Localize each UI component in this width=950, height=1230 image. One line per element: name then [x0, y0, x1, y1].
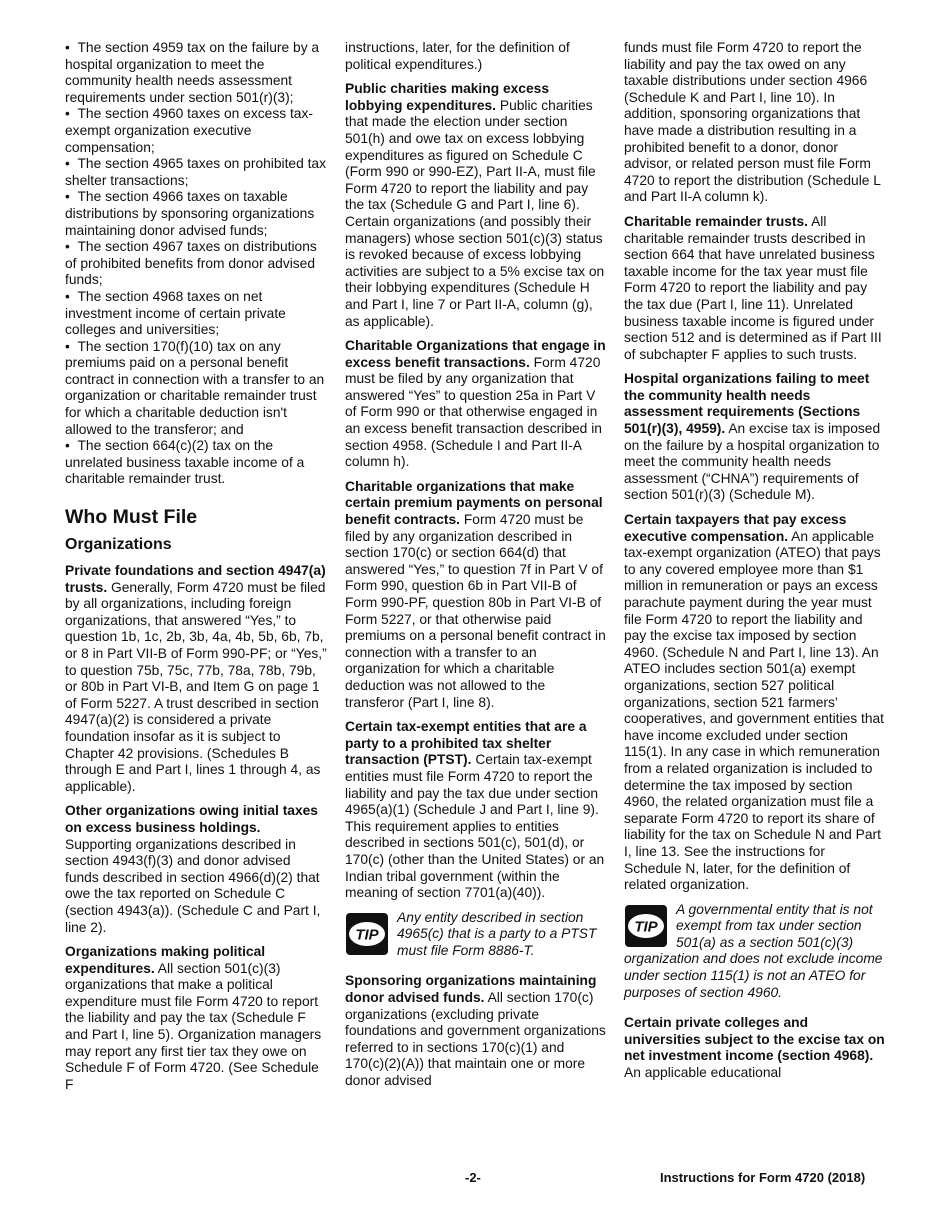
- run-in-heading: Certain private colleges and universities subject to the excise tax on net investment income (section 4968).: [624, 1015, 885, 1064]
- paragraph-donor-advised-funds: [345, 973, 607, 1089]
- section-heading-who-must-file: Who Must File: [65, 506, 198, 529]
- tip-label: TIP: [634, 918, 658, 936]
- run-in-heading: Sponsoring organizations maintaining donor advised funds.: [345, 973, 597, 1006]
- paragraph-executive-compensation: [624, 512, 886, 894]
- paragraph-body: Form 4720 must be filed by any organization that answered “Yes” to question 25a in Part V of Form 990 or that otherwise engaged in an excess benefit transaction described in section 4958. (Schedule I and Part II-A column h).: [345, 354, 602, 470]
- paragraph-political-expenditures: [65, 944, 327, 1093]
- tip-icon: [624, 904, 668, 948]
- paragraph-body: All section 501(c)(3) organizations that make a political expenditure must file Form 4720 to report the liability and pay the tax (Schedule F and Part I, line 5). Organization managers may report any first tier tax they owe on Schedule F of Form 4720. (See Schedule F: [65, 960, 322, 1092]
- list-item: • The section 4965 taxes on prohibited tax shelter transactions;: [65, 156, 327, 189]
- page-number: -2-: [465, 1170, 481, 1185]
- tip-text: Any entity described in section 4965(c) that is a party to a PTST must file Form 8886-T.: [397, 909, 597, 958]
- list-item: • The section 4967 taxes on distributions of prohibited benefits from donor advised funds;: [65, 239, 327, 289]
- column-1: [65, 40, 327, 1093]
- paragraph-ptst: [345, 719, 607, 902]
- column-2: [345, 40, 607, 1090]
- tip-label: TIP: [355, 926, 379, 944]
- paragraph-body: Public charities that made the election under section 501(h) and owe tax on excess lobbying expenditures as figured on Schedule C (Form 990 or 990-EZ), Part II-A, must file Form 4720 to report the liability and pay the tax (Schedule G and Part I, line 6). Certain organizations (and possibly their managers) whose section 501(c)(3) status is revoked because of excess lobbying activities are subject to a 5% excise tax on their lobbying expenditures (Schedule H and Part I, line 7 or Part II-A, column (g), as applicable).: [345, 97, 605, 329]
- paragraph-continued: [624, 40, 886, 206]
- run-in-heading: Organizations making political expenditures.: [65, 944, 266, 976]
- run-in-heading: Other organizations owing initial taxes on excess business holdings.: [65, 803, 318, 835]
- tip-box: [624, 902, 886, 1002]
- run-in-heading: Certain taxpayers that pay excess executive compensation.: [624, 512, 847, 544]
- paragraph-body: Supporting organizations described in section 4943(f)(3) and donor advised funds described in section 4966(d)(2) that owe the tax reported on Schedule C (section 4943(a)). (Schedule C and Part I, line 2).: [65, 836, 321, 935]
- footer-document-title: Instructions for Form 4720 (2018): [660, 1170, 866, 1185]
- paragraph-body: An applicable educational: [624, 1065, 782, 1081]
- paragraph-body: All charitable remainder trusts described in section 664 that have unrelated business taxable income for the tax year must file Form 4720 to report the liability and pay the tax due (Part I, line 11). Unrelated business taxable income is figured under section 512 and is determined as if Part III of subchapter F applies to such trusts.: [624, 213, 882, 362]
- paragraph-excess-business-holdings: [65, 803, 327, 936]
- paragraph-body: An excise tax is imposed on the failure by a hospital organization to meet the community health needs assessment (“CHNA”) requirements of section 501(r)(3) (Schedule M).: [624, 421, 881, 503]
- paragraph-body: instructions, later, for the definition of political expenditures.): [345, 40, 570, 72]
- paragraph-charitable-remainder-trusts: [624, 214, 886, 363]
- list-item: • The section 4968 taxes on net investment income of certain private colleges and universities;: [65, 289, 327, 339]
- tip-icon: [345, 912, 389, 956]
- column-3: [624, 40, 886, 1082]
- list-item: • The section 170(f)(10) tax on any premiums paid on a personal benefit contract in connection with a transfer to an organization or charitable remainder trust for which a charitable deduction isn't allowed to the transferor; and: [65, 339, 327, 439]
- run-in-heading: Charitable remainder trusts.: [624, 213, 809, 229]
- paragraph-excess-benefit: [345, 338, 607, 471]
- paragraph-private-colleges: [624, 1015, 886, 1081]
- paragraph-body: Certain tax-exempt entities must file Form 4720 to report the liability and pay the tax due under section 4965(a)(1) (Schedule J and Part I, line 9). This requirement applies to entities described in sections 501(c), 501(d), or 170(c) (other than the United States) or an Indian tribal government (within the meaning of section 7701(a)(40)).: [345, 752, 605, 901]
- paragraph-body: Form 4720 must be filed by any organization described in section 170(c) or section 664(d) that answered “Yes,” to question 7f in Part V of Form 990, question 6b in Part VII-B of Form 990-PF, question 80b in Part VI-B of Form 5227, or that otherwise paid premiums on a personal benefit contract in connection with a transfer to an organization for which a charitable deduction was not allowed to the transferor (Part I, line 8).: [345, 512, 606, 710]
- run-in-heading: Charitable organizations that make certain premium payments on personal benefit contracts.: [345, 478, 603, 528]
- paragraph-hospital-organizations: [624, 371, 886, 504]
- paragraph-premium-payments: [345, 479, 607, 711]
- paragraph-continued: [345, 40, 607, 73]
- run-in-heading: Hospital organizations failing to meet the community health needs assessment requirements (Sections 501(r)(3), 4959).: [624, 371, 870, 437]
- paragraph-body: Generally, Form 4720 must be filed by all organizations, including foreign organizations, that answered “Yes,” to question 1b, 1c, 2b, 3b, 4a, 4b, 5b, 6b, 7b, or 8 in Part VII-B of Form 990-PF; or “Yes,” to question 75b, 75c, 77b, 78a, 78b, 79b, or 80b in Part VI-B, and Item G on page 1 of Form 5227. A trust described in section 4947(a)(2) is considered a private foundation insofar as it is subject to Chapter 42 provisions. (Schedules B through E and Part I, lines 1 through 4, as applicable).: [65, 579, 327, 794]
- list-item: • The section 4960 taxes on excess tax-exempt organization executive compensation;: [65, 106, 327, 156]
- subheading-organizations: Organizations: [65, 536, 172, 554]
- run-in-heading: Private foundations and section 4947(a) trusts.: [65, 563, 326, 595]
- list-item: • The section 4959 tax on the failure by a hospital organization to meet the community health needs assessment requirements under section 501(r)(3);: [65, 40, 327, 106]
- run-in-heading: Public charities making excess lobbying expenditures.: [345, 81, 549, 113]
- list-item: • The section 664(c)(2) tax on the unrelated business taxable income of a charitable remainder trust.: [65, 438, 327, 488]
- paragraph-body: All section 170(c) organizations (excluding private foundations and government organizations referred to in sections 170(c)(1) and 170(c)(2)(A)) that maintain one or more donor advised: [345, 990, 606, 1089]
- paragraph-private-foundations: [65, 563, 327, 795]
- list-item: • The section 4966 taxes on taxable distributions by sponsoring organizations maintaining donor advised funds;: [65, 189, 327, 239]
- paragraph-body: funds must file Form 4720 to report the liability and pay the tax owed on any taxable distributions under section 4966 (Schedule K and Part I, line 10). In addition, sponsoring organizations that have made a distribution resulting in a prohibited benefit to a donor, donor advisor, or related person must file Form 4720 to report the distribution (Schedule L and Part II-A column k).: [624, 40, 881, 205]
- tip-box: [345, 910, 607, 960]
- paragraph-body: An applicable tax-exempt organization (ATEO) that pays to any covered employee more than $1 million in remuneration or pays an excess parachute payment during the year must file Form 4720 to report the liability and pay the excise tax imposed by section 4960. (Schedule N and Part I, line 13). An ATEO includes section 501(a) exempt organizations, section 527 political organizations, section 521 farmers’ cooperatives, and government entities that have income excluded under section 115(1). In any case in which remuneration from a related organization is included to determine the tax imposed by section 4960, the related organization must file a separate Form 4720 to report its share of liability for the tax on Schedule N and Part I, line 13. See the instructions for Schedule N, later, for the definition of related organization.: [624, 528, 884, 893]
- run-in-heading: Certain tax-exempt entities that are a party to a prohibited tax shelter transaction (PTST).: [345, 719, 587, 768]
- run-in-heading: Charitable Organizations that engage in excess benefit transactions.: [345, 338, 606, 370]
- tax-bullet-list: [65, 40, 327, 488]
- tip-text: A governmental entity that is not exempt from tax under section 501(a) as a section 501(c)(3) organization and does not exclude income under section 115(1) is not an ATEO for purposes of section 4960.: [624, 901, 883, 1000]
- paragraph-lobbying-expenditures: [345, 81, 607, 330]
